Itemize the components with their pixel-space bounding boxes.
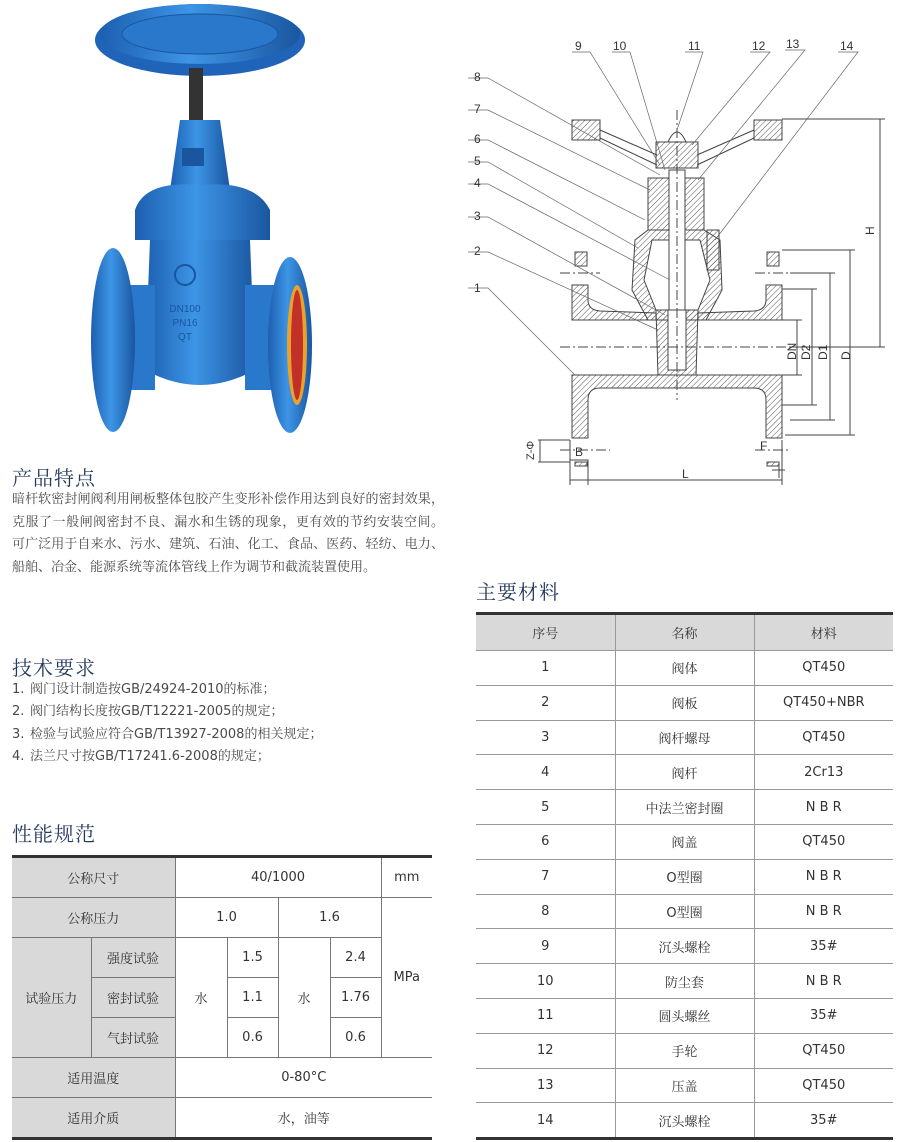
- material-part: 阀体: [615, 651, 754, 686]
- material-no: 9: [476, 929, 615, 964]
- table-row: [476, 859, 893, 894]
- material-spec: N B R: [754, 964, 893, 999]
- table-row: 适用介质 水，油等: [12, 1098, 432, 1139]
- tech-item: 2. 阀门结构长度按GB/T12221-2005的规定；: [12, 704, 284, 720]
- table-row: [476, 755, 893, 790]
- material-spec: 35#: [754, 929, 893, 964]
- table-row: [476, 790, 893, 825]
- table-row: [476, 1103, 893, 1139]
- tech-list: [12, 679, 322, 768]
- material-part: 阀杆螺母: [615, 720, 754, 755]
- table-row: [476, 1033, 893, 1068]
- dim-l: L: [682, 467, 689, 481]
- material-spec: N B R: [754, 894, 893, 929]
- tech-item: 1. 阀门设计制造按GB/24924-2010的标准；: [12, 682, 276, 697]
- material-no: 12: [476, 1033, 615, 1068]
- part-label-8: 8: [474, 70, 481, 84]
- material-no: 8: [476, 894, 615, 929]
- part-label-4: 4: [474, 176, 481, 190]
- table-row: [476, 720, 893, 755]
- part-label-2: 2: [474, 244, 481, 258]
- part-label-5: 5: [474, 154, 481, 168]
- material-part: 压盖: [615, 1068, 754, 1103]
- material-spec: N B R: [754, 859, 893, 894]
- material-part: 手轮: [615, 1033, 754, 1068]
- material-part: 防尘套: [615, 964, 754, 999]
- table-row: [476, 651, 893, 686]
- dim-h: H: [863, 226, 877, 235]
- marking-material: QT: [178, 332, 192, 343]
- table-row: 密封试验 1.1 1.76: [12, 978, 432, 1018]
- part-label-3: 3: [474, 209, 481, 223]
- part-label-11: 11: [688, 39, 701, 53]
- table-row: [476, 894, 893, 929]
- table-row: 气封试验 0.6 0.6: [12, 1018, 432, 1058]
- material-spec: QT450: [754, 720, 893, 755]
- dim-d1: D1: [816, 344, 830, 360]
- material-no: 7: [476, 859, 615, 894]
- material-spec: QT450: [754, 1033, 893, 1068]
- material-no: 2: [476, 685, 615, 720]
- table-row: [476, 824, 893, 859]
- material-spec: QT450: [754, 1068, 893, 1103]
- marking-pn: PN16: [172, 318, 198, 329]
- material-part: 沉头螺栓: [615, 929, 754, 964]
- part-label-1: 1: [474, 281, 481, 295]
- material-spec: QT450: [754, 651, 893, 686]
- dim-d2: D2: [799, 344, 813, 360]
- dim-f: F: [760, 439, 768, 453]
- materials-table: [476, 612, 893, 1140]
- part-label-14: 14: [840, 39, 854, 53]
- dim-z: Z-Φ: [525, 440, 537, 460]
- material-spec: N B R: [754, 790, 893, 825]
- material-spec: QT450: [754, 824, 893, 859]
- part-label-10: 10: [613, 39, 627, 53]
- material-no: 1: [476, 651, 615, 686]
- material-part: 中法兰密封圈: [615, 790, 754, 825]
- part-label-12: 12: [752, 39, 766, 53]
- table-row: [476, 998, 893, 1033]
- material-part: 圆头螺丝: [615, 998, 754, 1033]
- dim-b: B: [575, 445, 584, 459]
- table-row: [476, 685, 893, 720]
- features-heading: 产品特点: [12, 466, 96, 490]
- part-label-7: 7: [474, 102, 481, 116]
- performance-heading: 性能规范: [12, 822, 96, 846]
- valve-photo: [85, 0, 315, 460]
- material-part: 沉头螺栓: [615, 1103, 754, 1139]
- material-part: O型圈: [615, 894, 754, 929]
- table-row: 公称压力 1.0 1.6 MPa: [12, 898, 432, 938]
- part-label-6: 6: [474, 132, 481, 146]
- tech-heading: 技术要求: [12, 656, 96, 680]
- material-spec: 35#: [754, 1103, 893, 1139]
- marking-dn: DN100: [169, 304, 201, 315]
- material-part: O型圈: [615, 859, 754, 894]
- material-spec: 2Cr13: [754, 755, 893, 790]
- material-no: 13: [476, 1068, 615, 1103]
- material-no: 4: [476, 755, 615, 790]
- performance-table: [12, 855, 432, 1140]
- table-row: 公称尺寸 40/1000 mm: [12, 857, 432, 898]
- part-label-13: 13: [786, 37, 800, 51]
- material-no: 5: [476, 790, 615, 825]
- valve-cross-section-diagram: [460, 30, 900, 490]
- material-no: 6: [476, 824, 615, 859]
- material-part: 阀盖: [615, 824, 754, 859]
- material-no: 3: [476, 720, 615, 755]
- table-row: 试验压力 强度试验 水 1.5 水 2.4: [12, 938, 432, 978]
- material-spec: QT450+NBR: [754, 685, 893, 720]
- table-header-row: 序号 名称 材料: [476, 614, 893, 651]
- material-no: 10: [476, 964, 615, 999]
- material-no: 14: [476, 1103, 615, 1139]
- materials-heading: 主要材料: [476, 580, 560, 604]
- material-no: 11: [476, 998, 615, 1033]
- table-row: 适用温度 0-80°C: [12, 1058, 432, 1098]
- table-row: [476, 964, 893, 999]
- material-part: 阀板: [615, 685, 754, 720]
- tech-item: 4. 法兰尺寸按GB/T17241.6-2008的规定；: [12, 748, 270, 764]
- dim-dn: DN: [785, 342, 799, 360]
- material-part: 阀杆: [615, 755, 754, 790]
- part-label-9: 9: [575, 39, 582, 53]
- table-row: [476, 1068, 893, 1103]
- table-row: [476, 929, 893, 964]
- material-spec: 35#: [754, 998, 893, 1033]
- dim-d: D: [839, 351, 853, 360]
- features-text: 暗杆软密封闸阀利用闸板整体包胶产生变形补偿作用达到良好的密封效果，克服了一般闸阀密封不良、漏水和生锈的现象，更有效的节约安装空间。 可广泛用于自来水、污水、建筑、石油、化工、食品、医药、轻纺、电力、船舶、冶金、能源系统等流体管线上作为调节和截流装置使用。: [12, 492, 444, 575]
- tech-item: 3. 检验与试验应符合GB/T13927-2008的相关规定；: [12, 726, 323, 742]
